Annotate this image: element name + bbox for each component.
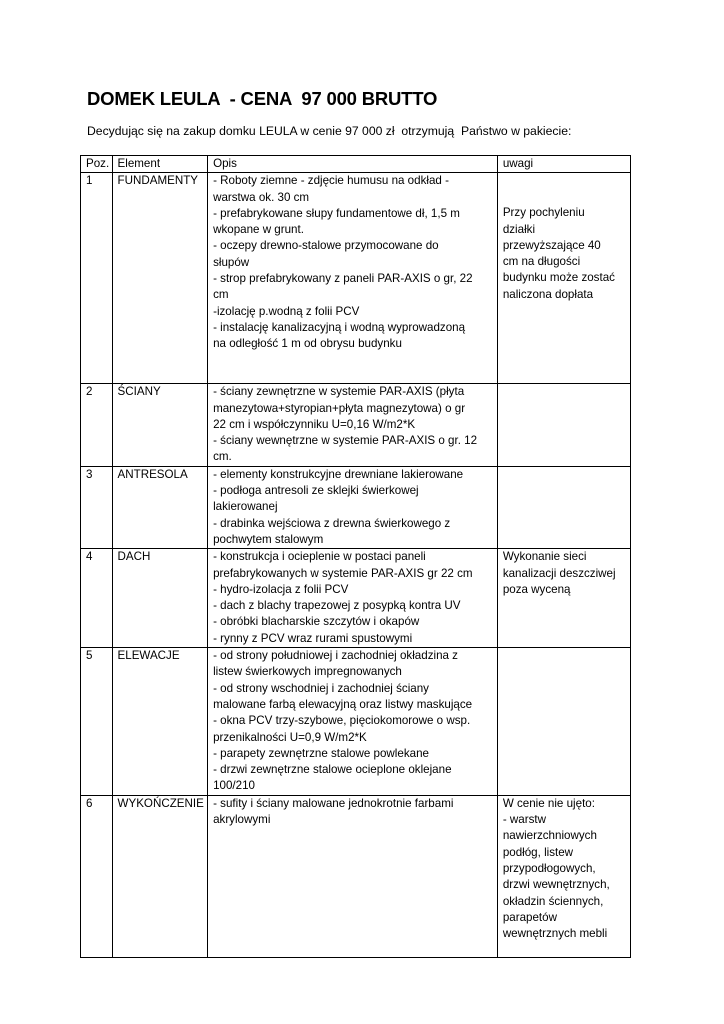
table-row <box>81 648 631 796</box>
cell-opis <box>208 549 498 648</box>
uwagi-line: W cenie nie ujęto: <box>502 796 595 810</box>
opis-line: przenikalności U=0,9 W/m2*K <box>213 730 367 744</box>
cell-uwagi <box>497 648 630 796</box>
opis-line: - Roboty ziemne - zdjęcie humusu na odkład - <box>213 174 449 188</box>
opis-line: - oczepy drewno-stalowe przymocowane do <box>213 239 439 253</box>
opis-line: - od strony wschodniej i zachodniej ściany <box>213 681 429 695</box>
table-row <box>81 384 631 466</box>
cell-uwagi <box>497 549 630 648</box>
cell-opis <box>208 466 498 548</box>
cell-element: WYKOŃCZENIE <box>112 795 208 957</box>
opis-line: pochwytem stalowym <box>213 532 324 546</box>
uwagi-line: podłóg, listew <box>502 845 574 859</box>
cell-opis <box>208 648 498 796</box>
cell-poz: 3 <box>81 466 113 548</box>
package-table <box>80 155 631 958</box>
cell-poz: 2 <box>81 384 113 466</box>
uwagi-line: Przy pochyleniu <box>502 206 585 220</box>
uwagi-line: poza wyceną <box>502 582 571 596</box>
cell-element: DACH <box>112 549 208 648</box>
opis-line: akrylowymi <box>213 813 271 827</box>
intro-text: Decydując się na zakup domku LEULA w cenie 97 000 zł otrzymują Państwo w pakiecie: <box>87 124 572 138</box>
header-uwagi: uwagi <box>497 156 630 173</box>
uwagi-line: przewyższające 40 <box>502 238 601 252</box>
cell-element: ELEWACJE <box>112 648 208 796</box>
table-row <box>81 173 631 384</box>
opis-line: prefabrykowanych w systemie PAR-AXIS gr 22 cm <box>213 566 473 580</box>
table-row <box>81 466 631 548</box>
opis-line: - prefabrykowane słupy fundamentowe dł, 1,5 m <box>213 206 460 220</box>
uwagi-line: kanalizacji deszcziwej <box>502 566 616 580</box>
opis-line: - sufity i ściany malowane jednokrotnie farbami <box>213 796 454 810</box>
opis-line: - obróbki blacharskie szczytów i okapów <box>213 615 420 629</box>
opis-line: malowane farbą elewacyjną oraz listwy maskujące <box>213 697 473 711</box>
opis-line: - instalację kanalizacyjną i wodną wyprowadzoną <box>213 320 466 334</box>
opis-line: 100/210 <box>213 779 255 793</box>
opis-line: na odległość 1 m od obrysu budynku <box>213 337 402 351</box>
uwagi-line: wewnętrznych mebli <box>502 927 608 941</box>
cell-element: FUNDAMENTY <box>112 173 208 384</box>
table-header-row <box>81 156 631 173</box>
uwagi-line: działki <box>502 222 536 236</box>
opis-line: - strop prefabrykowany z paneli PAR-AXIS o gr, 22 <box>213 272 473 286</box>
cell-uwagi <box>497 795 630 957</box>
cell-uwagi <box>497 173 630 384</box>
cell-poz: 4 <box>81 549 113 648</box>
document-title: DOMEK LEULA - CENA 97 000 BRUTTO <box>87 88 438 109</box>
cell-uwagi <box>497 466 630 548</box>
cell-poz: 6 <box>81 795 113 957</box>
cell-uwagi <box>497 384 630 466</box>
header-element: Element <box>112 156 208 173</box>
table-row <box>81 795 631 957</box>
opis-line: lakierowanej <box>213 500 278 514</box>
uwagi-line: okładzin ściennych, <box>502 894 604 908</box>
uwagi-line: - warstw <box>502 813 546 827</box>
opis-line: - ściany wewnętrzne w systemie PAR-AXIS o gr. 12 <box>213 434 478 448</box>
opis-line: wkopane w grunt. <box>213 223 304 237</box>
uwagi-line: cm na długości <box>502 255 581 269</box>
cell-poz: 5 <box>81 648 113 796</box>
uwagi-line: naliczona dopłata <box>502 287 594 301</box>
uwagi-line: Wykonanie sieci <box>502 550 587 564</box>
opis-line: - podłoga antresoli ze sklejki świerkowej <box>213 484 419 498</box>
opis-line: - rynny z PCV wraz rurami spustowymi <box>213 631 413 645</box>
opis-line: - drabinka wejściowa z drewna świerkowego z <box>213 516 451 530</box>
cell-element: ŚCIANY <box>112 384 208 466</box>
cell-opis <box>208 795 498 957</box>
header-opis: Opis <box>208 156 498 173</box>
opis-line: 22 cm i współczynniku U=0,16 W/m2*K <box>213 417 416 431</box>
opis-line: cm. <box>213 450 232 464</box>
uwagi-line: parapetów <box>502 910 557 924</box>
opis-line: - hydro-izolacja z folii PCV <box>213 582 349 596</box>
uwagi-line: budynku może zostać <box>502 271 615 285</box>
opis-line: manezytowa+styropian+płyta magnezytowa) o gr <box>213 401 466 415</box>
opis-line: -izolację p.wodną z folii PCV <box>213 304 360 318</box>
opis-line: listew świerkowych impregnowanych <box>213 665 402 679</box>
opis-line: cm <box>213 288 229 302</box>
opis-line: słupów <box>213 255 250 269</box>
opis-line: - konstrukcja i ocieplenie w postaci paneli <box>213 550 426 564</box>
opis-line: - ściany zewnętrzne w systemie PAR-AXIS (płyta <box>213 385 465 399</box>
uwagi-line: drzwi wewnętrznych, <box>502 878 610 892</box>
opis-line: - dach z blachy trapezowej z posypką kontra UV <box>213 599 461 613</box>
opis-line: - okna PCV trzy-szybowe, pięciokomorowe o wsp. <box>213 714 471 728</box>
opis-line: - parapety zewnętrzne stalowe powlekane <box>213 746 429 760</box>
uwagi-line: przypodłogowych, <box>502 861 596 875</box>
cell-poz: 1 <box>81 173 113 384</box>
opis-line: - elementy konstrukcyjne drewniane lakierowane <box>213 467 464 481</box>
header-poz: Poz. <box>81 156 113 173</box>
cell-opis <box>208 173 498 384</box>
opis-line: - od strony południowej i zachodniej okładzina z <box>213 649 458 663</box>
opis-line: warstwa ok. 30 cm <box>213 190 310 204</box>
table-row <box>81 549 631 648</box>
cell-opis <box>208 384 498 466</box>
uwagi-line: nawierzchniowych <box>502 829 597 843</box>
opis-line: - drzwi zewnętrzne stalowe ocieplone oklejane <box>213 763 452 777</box>
cell-element: ANTRESOLA <box>112 466 208 548</box>
